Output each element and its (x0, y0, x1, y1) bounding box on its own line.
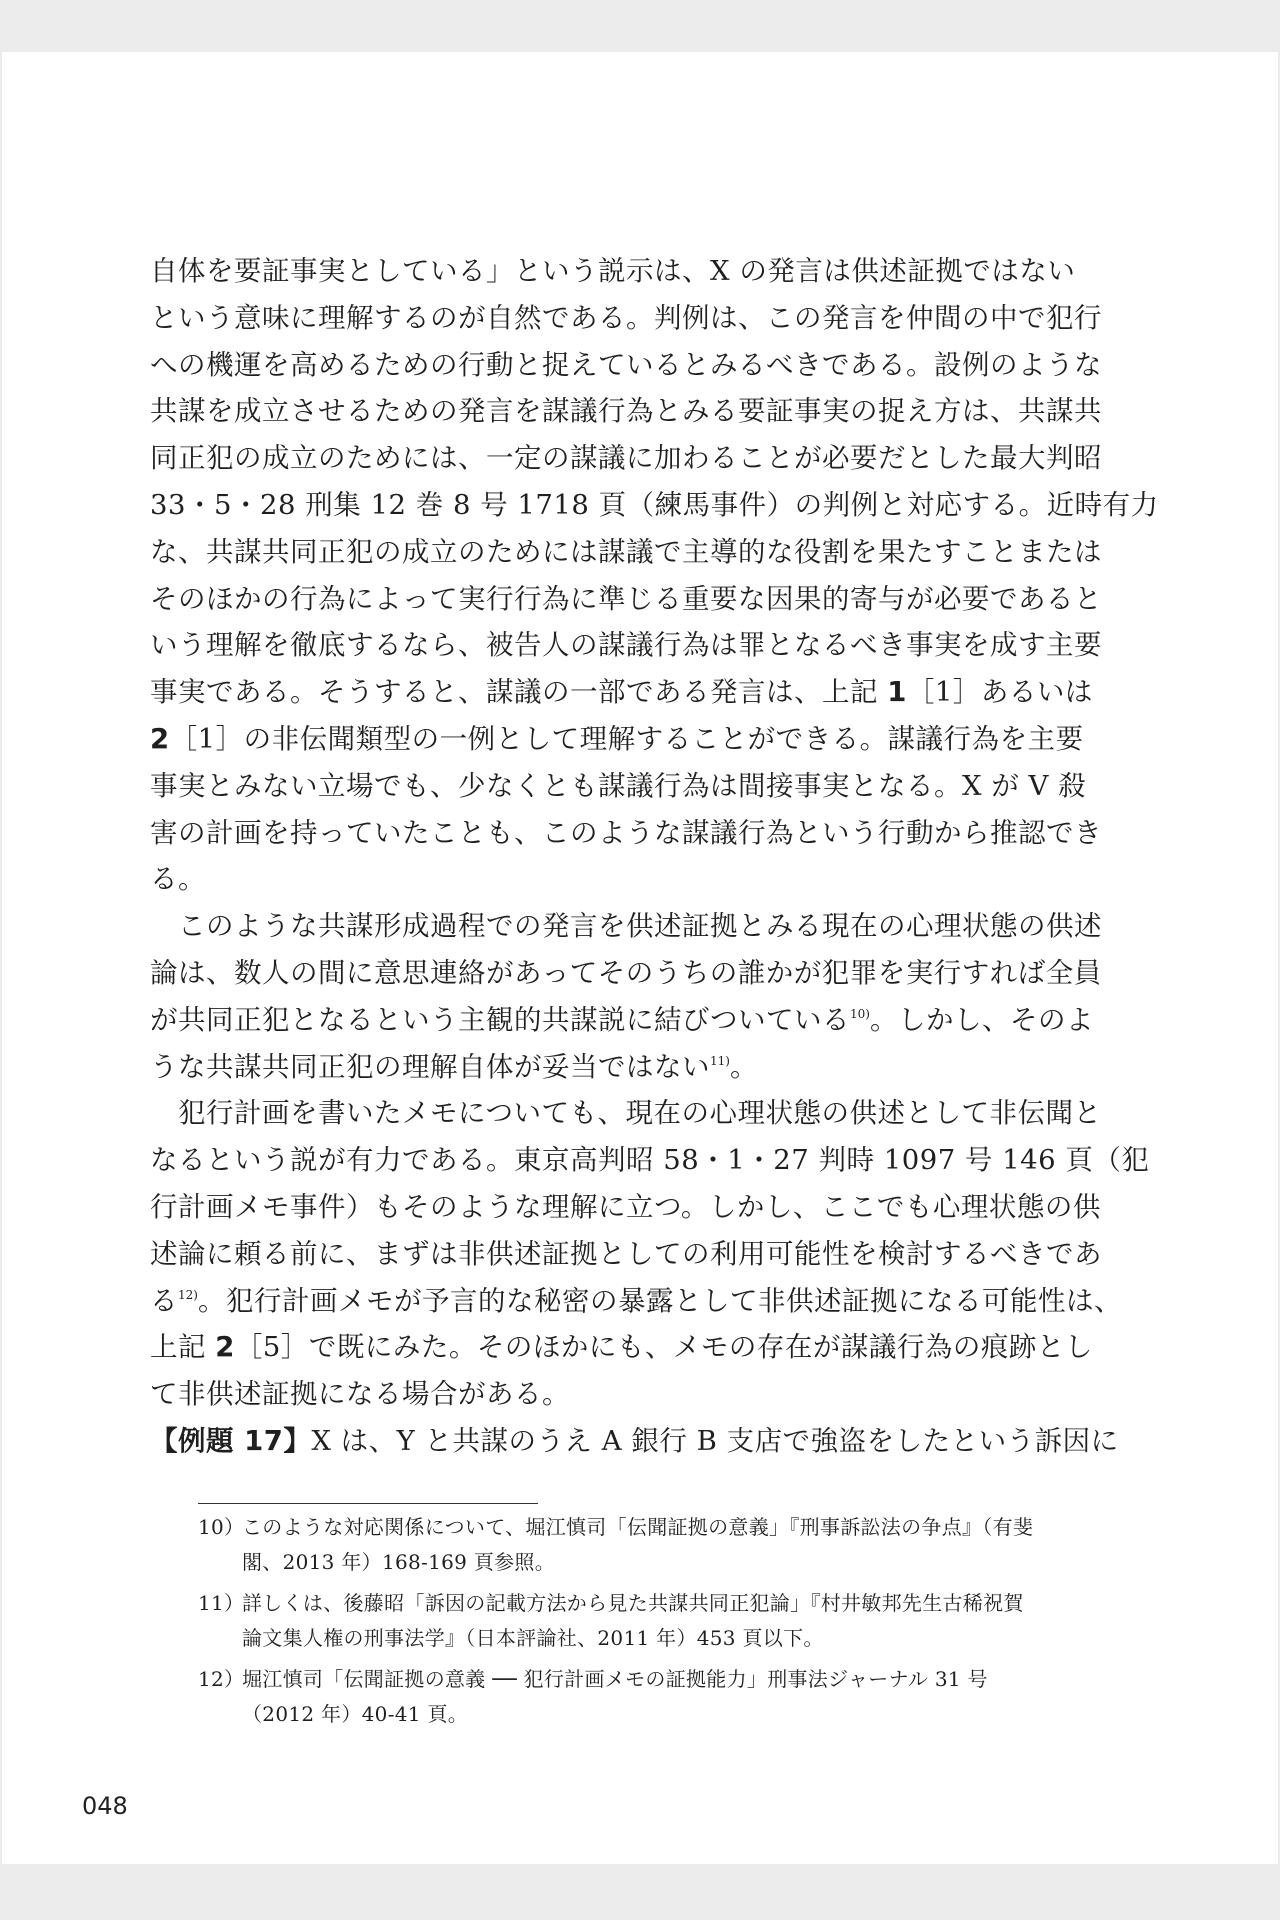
footnote (198, 1586, 1110, 1656)
text-line: 同正犯の成立のためには、一定の謀議に加わることが必要だとした最大判昭 (150, 442, 1102, 475)
footnote-number: 11） (198, 1591, 245, 1615)
example-heading: 【例題 17】 (150, 1424, 312, 1457)
footnote-divider (198, 1503, 538, 1504)
text-run: る (150, 1284, 178, 1317)
text-run: 。犯行計画メモが予言的な秘密の暴露として非供述証拠になる可能性は、 (197, 1284, 1122, 1317)
text-line: 害の計画を持っていたことも、このような謀議行為という行動から推認でき (150, 816, 1102, 849)
text-run: ［1］あるいは (906, 676, 1093, 709)
footnote (198, 1662, 1110, 1732)
section-ref: 2 (150, 722, 170, 755)
footnote-ref: 10) (850, 1006, 870, 1021)
text-line (150, 669, 1110, 716)
text-line (150, 1418, 1119, 1465)
text-run: X は、Y と共謀のうえ A 銀行 B 支店で強盗をしたという訴因に (311, 1424, 1119, 1457)
text-line: 自体を要証事実としている」という説示は、X の発言は供述証拠ではない (150, 255, 1076, 287)
text-line: 述論に頼る前に、まずは非供述証拠としての利用可能性を検討するべきであ (150, 1237, 1102, 1270)
text-line: 33・5・28 刑集 12 巻 8 号 1718 頁（練馬事件）の判例と対応する。近時有力 (150, 488, 1159, 521)
footnote (198, 1510, 1110, 1580)
footnote-number: 12） (198, 1667, 245, 1691)
text-line (150, 1324, 1110, 1371)
text-line (150, 1278, 1122, 1325)
book-page (2, 52, 1278, 1864)
text-line: 行計画メモ事件）もそのような理解に立つ。しかし、ここでも心理状態の供 (150, 1190, 1101, 1223)
text-line: という意味に理解するのが自然である。判例は、この発言を仲間の中で犯行 (150, 301, 1102, 334)
section-ref: 1 (887, 676, 907, 709)
text-line (150, 716, 1110, 763)
text-run: 事実である。そうすると、謀議の一部である発言は、上記 (150, 676, 888, 709)
footnote-text: このような対応関係について、堀江慎司「伝聞証拠の意義」『刑事訴訟法の争点』（有斐 (242, 1515, 1034, 1539)
footnote-text: 詳しくは、後藤昭「訴因の記載方法から見た共謀共同正犯論」『村井敏邦先生古稀祝賀 (242, 1591, 1024, 1615)
footnote-text: 閣、2013 年）168-169 頁参照。 (242, 1550, 556, 1574)
text-run: ［1］の非伝聞類型の一例として理解することができる。謀議行為を主要 (169, 722, 1084, 755)
text-run: 。しかし、そのよ (869, 1003, 1094, 1036)
text-line: 論は、数人の間に意思連絡があってそのうちの誰かが犯罪を実行すれば全員 (150, 956, 1102, 989)
footnote-text: 論文集人権の刑事法学』（日本評論社、2011 年）453 頁以下。 (242, 1626, 824, 1650)
text-line: な、共謀共同正犯の成立のためには謀議で主導的な役割を果たすことまたは (150, 535, 1102, 568)
page-number: 048 (82, 1792, 128, 1820)
text-run: うな共謀共同正犯の理解自体が妥当ではない (150, 1050, 710, 1083)
text-line: このような共謀形成過程での発言を供述証拠とみる現在の心理状態の供述 (150, 910, 1102, 943)
text-line: なるという説が有力である。東京高判昭 58・1・27 判時 1097 号 146 頁（犯 (150, 1144, 1150, 1177)
text-run: ［5］で既にみた。そのほかにも、メモの存在が謀議行為の痕跡とし (234, 1331, 1093, 1364)
text-line: そのほかの行為によって実行行為に準じる重要な因果的寄与が必要であると (150, 582, 1102, 615)
footnote-number: 10） (198, 1515, 245, 1539)
footnote-ref: 11) (710, 1053, 730, 1068)
footnote-text: 堀江慎司「伝聞証拠の意義 ── 犯行計画メモの証拠能力」刑事法ジャーナル 31 号 (242, 1667, 988, 1691)
text-line: 事実とみない立場でも、少なくとも謀議行為は間接事実となる。X が V 殺 (150, 769, 1087, 802)
text-line (150, 997, 1110, 1044)
main-text (150, 248, 1159, 1465)
text-line: て非供述証拠になる場合がある。 (150, 1378, 570, 1411)
text-line: 犯行計画を書いたメモについても、現在の心理状態の供述として非伝聞と (150, 1097, 1102, 1130)
footnotes (198, 1510, 1110, 1738)
text-line: る。 (150, 863, 206, 896)
footnote-ref: 12) (178, 1287, 198, 1302)
text-run: 。 (729, 1050, 758, 1083)
text-line (150, 1044, 1110, 1091)
footnote-text: （2012 年）40-41 頁。 (242, 1702, 469, 1726)
text-line: 共謀を成立させるための発言を謀議行為とみる要証事実の捉え方は、共謀共 (150, 395, 1102, 428)
section-ref: 2 (215, 1331, 235, 1364)
text-line: への機運を高めるための行動と捉えているとみるべきである。設例のような (150, 348, 1102, 381)
text-run: 上記 (150, 1331, 216, 1364)
text-line: いう理解を徹底するなら、被告人の謀議行為は罪となるべき事実を成す主要 (150, 629, 1102, 662)
text-run: が共同正犯となるという主観的共謀説に結びついている (150, 1003, 850, 1036)
